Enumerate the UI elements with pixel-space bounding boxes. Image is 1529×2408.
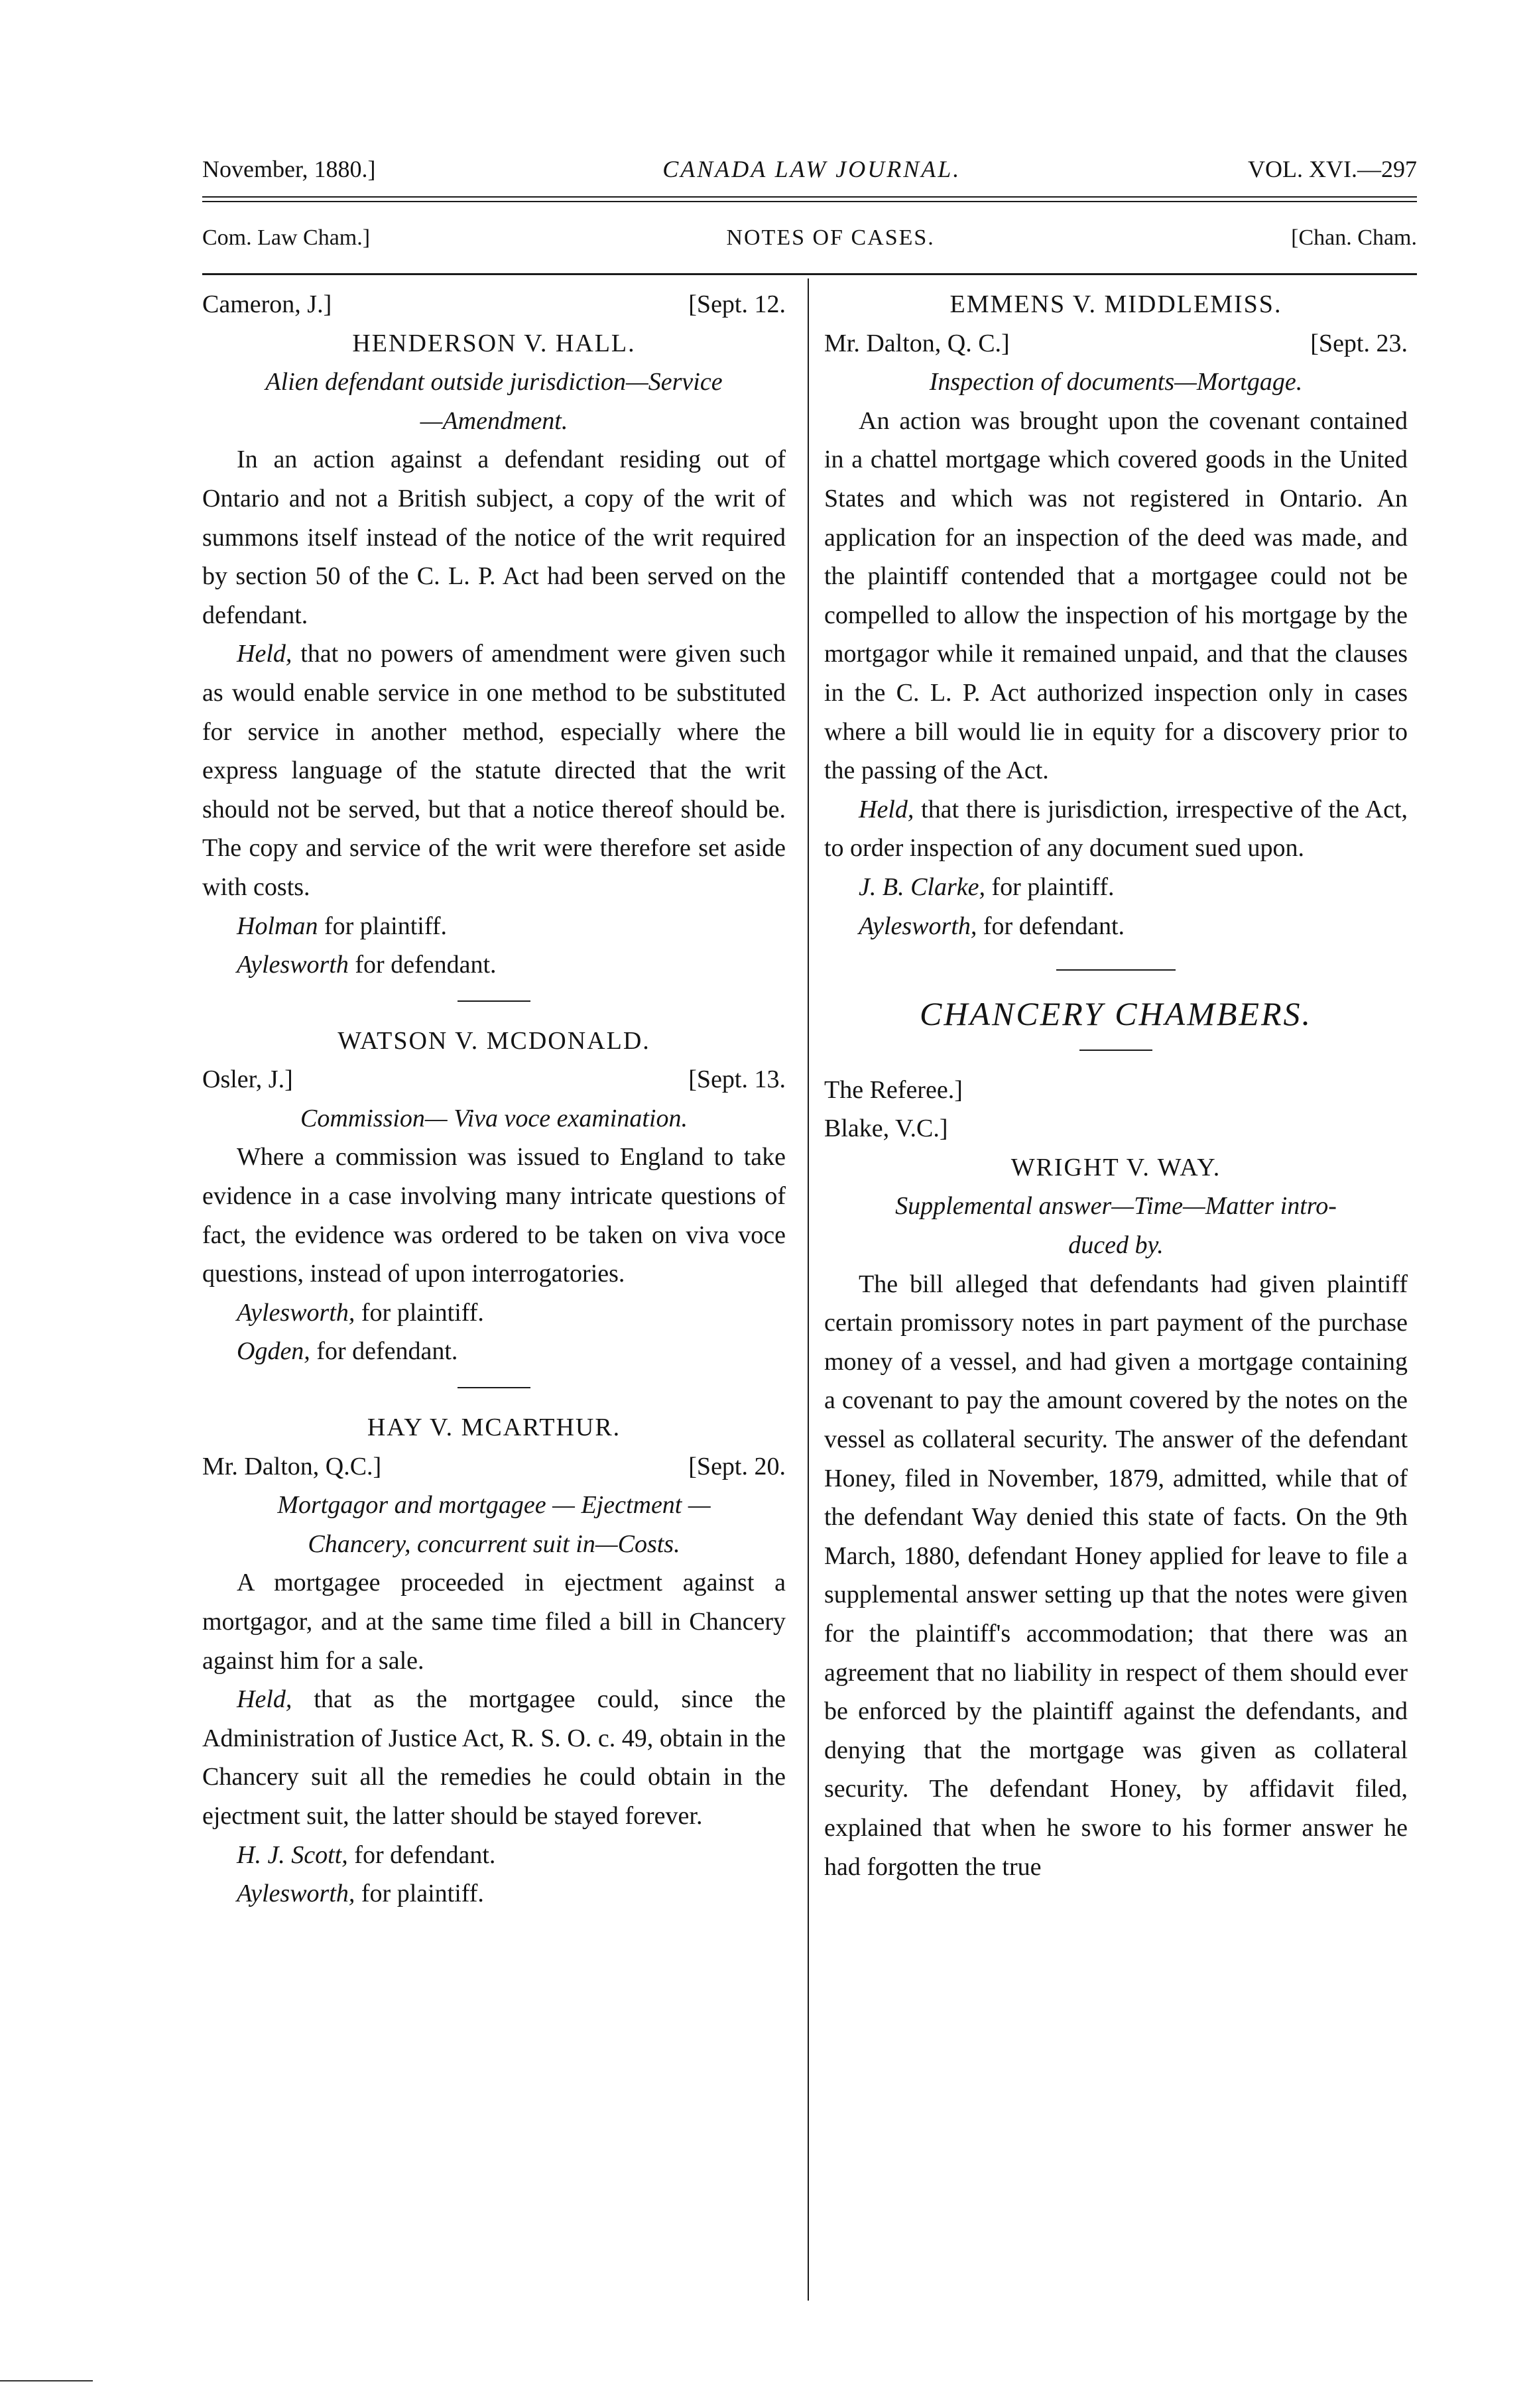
- headnote-line-2: Chancery, concurrent suit in—Costs.: [308, 1530, 680, 1558]
- case-separator: [1079, 1050, 1152, 1051]
- headnote: Inspection of documents—Mortgage.: [929, 368, 1303, 396]
- counsel-name: Aylesworth: [237, 951, 349, 979]
- judge: Osler, J.]: [202, 1065, 293, 1094]
- counsel-role: for plaintiff.: [355, 1880, 484, 1908]
- case-body: In an action against a defendant residing out of Ontario and not a British subject, a copy of the writ of summons itself instead of the notice of the writ required by section 50 of the C. L. P. Act had been served on the defendant.: [202, 446, 786, 629]
- case-body: Where a commission was issued to England to take evidence in a case involving many intricate questions of fact, the evidence was ordered to be taken on viva voce questions, instead of upon interrogatories.: [202, 1143, 786, 1288]
- case-emmens-v-middlemiss: [824, 285, 1408, 945]
- headnote: Commission— Viva voce examination.: [300, 1104, 688, 1132]
- case-body: The bill alleged that defendants had given plaintiff certain promissory notes in part payment of the purchase money of a vessel, and had given a mortgage containing a covenant to pay the amount covered by the notes on the vessel as collateral security. The answer of the defendant Honey, filed in November, 1879, admitted, while that of the defendant Way denied this state of facts. On the 9th March, 1880, defendant Honey applied for leave to file a supplemental answer setting up that the notes were given for the plaintiff's accommodation; that there was an agreement that no liability in respect of them should ever be enforced by the plaintiff against the defendants, and denying that the mortgage was given as collateral security. The defendant Honey, by affidavit filed, explained that when he swore to his former answer he had forgotten the true: [824, 1270, 1408, 1881]
- double-rule-bottom: [202, 201, 1417, 202]
- case-title: WATSON V. MCDONALD.: [337, 1026, 650, 1055]
- headnote-line-2: duced by.: [1068, 1231, 1164, 1260]
- counsel-name: Aylesworth,: [237, 1298, 355, 1327]
- headnote-line-1: Mortgagor and mortgagee — Ejectment —: [277, 1491, 711, 1520]
- headnote-line-1: Supplemental answer—Time—Matter intro-: [895, 1192, 1337, 1221]
- case-title: EMMENS V. MIDDLEMISS.: [949, 290, 1282, 318]
- case-title: HENDERSON V. HALL.: [352, 329, 636, 357]
- counsel-role: for defendant.: [977, 912, 1125, 940]
- volume-page-number: VOL. XVI.—297: [1248, 156, 1417, 182]
- case-title: HAY V. MCARTHUR.: [367, 1414, 621, 1442]
- section-head: [202, 225, 1417, 251]
- headnote-line-1: Alien defendant outside jurisdiction—Service: [265, 368, 723, 396]
- judge: Cameron, J.]: [202, 290, 332, 318]
- case-meta: [202, 1447, 786, 1486]
- counsel-role: for plaintiff.: [318, 912, 447, 940]
- chancery-chambers-heading: CHANCERY CHAMBERS.: [920, 995, 1312, 1033]
- case-separator: [458, 1000, 530, 1002]
- section-head-left: Com. Law Cham.]: [202, 225, 371, 250]
- column-divider: [808, 278, 809, 2301]
- date: [Sept. 13.: [688, 1065, 786, 1094]
- footer-rule: [0, 2380, 93, 2381]
- counsel-defendant: [202, 1836, 786, 1875]
- left-column: [202, 285, 786, 1913]
- counsel-name: Aylesworth,: [859, 912, 977, 940]
- held-text: that no powers of amendment were given such as would enable service in one method to be substituted for service in another method, especially where the express language of the statute directed that the writ should not be served, but that a notice thereof should be. The copy and service of the writ were therefore set aside with costs.: [202, 640, 786, 901]
- case-watson-v-mcdonald: [202, 1022, 786, 1371]
- section-head-right: [Chan. Cham.: [1291, 225, 1417, 250]
- counsel-defendant: [202, 1332, 786, 1371]
- case-wright-v-way: [824, 1071, 1408, 1886]
- section-rule: [202, 273, 1417, 275]
- held-paragraph: [824, 790, 1408, 868]
- counsel-plaintiff: [202, 1294, 786, 1333]
- counsel-defendant: [824, 907, 1408, 946]
- case-hay-v-mcarthur: [202, 1408, 786, 1913]
- running-head-date: November, 1880.]: [202, 156, 376, 182]
- court-line-1: The Referee.]: [824, 1075, 963, 1104]
- date: [Sept. 12.: [688, 290, 786, 318]
- counsel-name: Aylesworth,: [237, 1880, 355, 1908]
- running-head: [202, 155, 1417, 183]
- counsel-name: J. B. Clarke,: [859, 873, 986, 901]
- counsel-name: H. J. Scott,: [237, 1840, 348, 1869]
- counsel-role: for plaintiff.: [355, 1298, 484, 1327]
- counsel-role: for plaintiff.: [985, 873, 1115, 901]
- case-body: A mortgagee proceeded in ejectment against a mortgagor, and at the same time filed a bill in Chancery against him for a sale.: [202, 1569, 786, 1675]
- double-rule-top: [202, 196, 1417, 198]
- right-column: [824, 285, 1408, 1886]
- held-text: that there is jurisdiction, irrespective of the Act, to order inspection of any document sued upon.: [824, 795, 1408, 863]
- journal-title: CANADA LAW JOURNAL.: [662, 156, 961, 182]
- case-title: WRIGHT V. WAY.: [1010, 1153, 1221, 1181]
- case-body: An action was brought upon the covenant contained in a chattel mortgage which covered goods in the United States and which was not registered in Ontario. An application for an inspection of the deed was made, and the plaintiff contended that a mortgagee could not be compelled to allow the inspection of his mortgage by the mortgagor while it remained unpaid, and that the clauses in the C. L. P. Act authorized inspection only in cases where a bill would lie in equity for a discovery prior to the passing of the Act.: [824, 406, 1408, 785]
- held-lead: Held,: [237, 1685, 292, 1714]
- case-meta: [824, 324, 1408, 363]
- held-lead: Held,: [237, 640, 292, 668]
- section-separator: [1056, 969, 1176, 971]
- counsel-plaintiff: [202, 907, 786, 946]
- counsel-name: Ogden,: [237, 1337, 310, 1366]
- held-paragraph: [202, 634, 786, 906]
- held-lead: Held,: [859, 795, 914, 823]
- case-meta: [202, 1060, 786, 1099]
- counsel-plaintiff: [824, 868, 1408, 907]
- counsel-defendant: [202, 945, 786, 985]
- judge: Mr. Dalton, Q. C.]: [824, 329, 1010, 357]
- case-henderson-v-hall: [202, 285, 786, 985]
- date: [Sept. 20.: [688, 1452, 786, 1480]
- case-separator: [458, 1387, 530, 1388]
- judge: Mr. Dalton, Q.C.]: [202, 1452, 382, 1480]
- held-text: that as the mortgagee could, since the Administration of Justice Act, R. S. O. c. 49, obtain in the Chancery suit all the remedies he could obtain in the ejectment suit, the latter should be stayed forever.: [202, 1685, 786, 1830]
- case-meta: [202, 285, 786, 324]
- counsel-plaintiff: [202, 1874, 786, 1913]
- counsel-role: for defendant.: [310, 1337, 458, 1366]
- headnote-line-2: —Amendment.: [420, 406, 568, 435]
- counsel-name: Holman: [237, 912, 318, 940]
- section-head-center: NOTES OF CASES.: [726, 225, 935, 250]
- counsel-role: for defendant.: [348, 951, 497, 979]
- date: [Sept. 23.: [1310, 329, 1408, 357]
- counsel-role: for defendant.: [347, 1840, 496, 1869]
- held-paragraph: [202, 1680, 786, 1835]
- court-line-2: Blake, V.C.]: [824, 1114, 948, 1143]
